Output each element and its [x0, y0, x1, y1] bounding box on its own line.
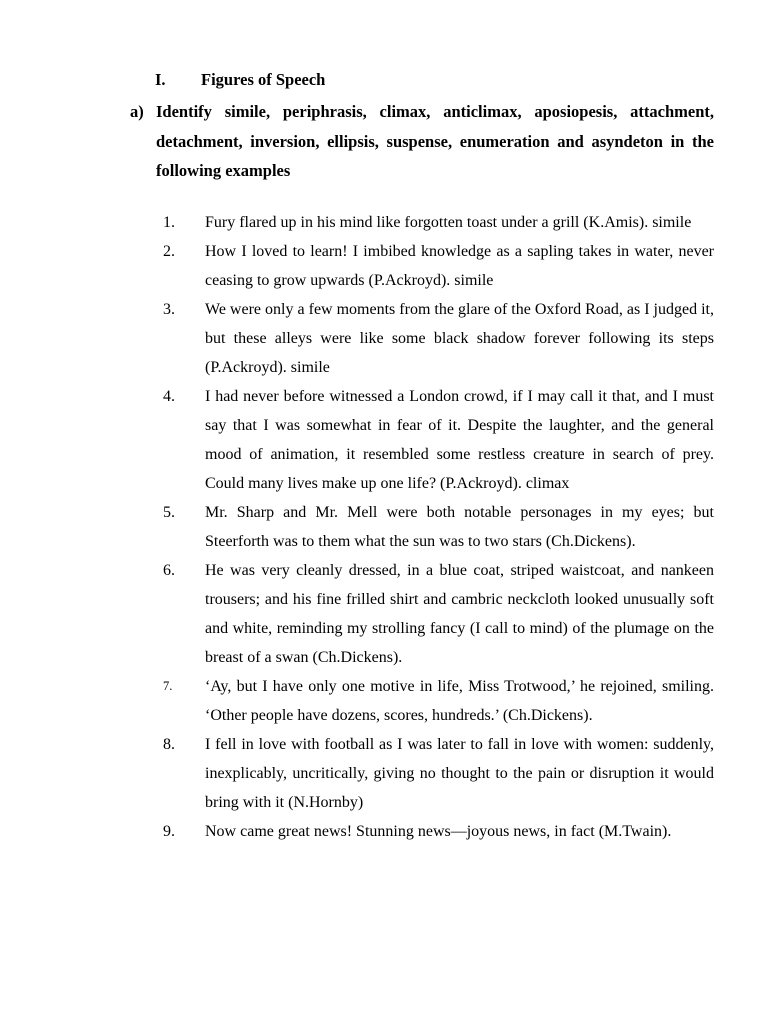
item-text: Mr. Sharp and Mr. Mell were both notable personages in my eyes; but Steerforth was to them what the sun was to two stars (Ch.Dickens). — [205, 504, 714, 550]
section-title: Figures of Speech — [201, 70, 326, 89]
list-item — [160, 556, 714, 672]
item-number: 5. — [163, 504, 175, 521]
list-item — [160, 237, 714, 295]
list-item — [160, 382, 714, 498]
task-text: Identify simile, periphrasis, climax, anticlimax, aposiopesis, attachment, detachment, inversion, ellipsis, suspense, enumeration and asyndeton in the following examples — [156, 102, 714, 180]
list-item — [160, 672, 714, 730]
list-item — [160, 817, 714, 846]
examples-list — [160, 208, 714, 846]
task-instruction — [130, 97, 714, 186]
item-number: 8. — [163, 736, 175, 753]
item-text: ‘Ay, but I have only one motive in life, Miss Trotwood,’ he rejoined, smiling. ‘Other people have dozens, scores, hundreds.’ (Ch.Dickens). — [205, 678, 714, 724]
list-item — [160, 295, 714, 382]
item-number: 7. — [163, 679, 173, 693]
item-number: 2. — [163, 243, 175, 260]
item-text: How I loved to learn! I imbibed knowledge as a sapling takes in water, never ceasing to grow upwards (P.Ackroyd). simile — [205, 243, 714, 289]
list-item — [160, 730, 714, 817]
item-number: 1. — [163, 214, 175, 231]
item-text: I had never before witnessed a London crowd, if I may call it that, and I must say that I was somewhat in fear of it. Despite the laughter, and the general mood of animation, it resembled some restless creature in search of prey. Could many lives make up one life? (P.Ackroyd). climax — [205, 388, 714, 492]
item-text: He was very cleanly dressed, in a blue coat, striped waistcoat, and nankeen trousers; and his fine frilled shirt and cambric neckcloth looked unusually soft and white, reminding my strolling fancy (I call to mind) of the plumage on the breast of a swan (Ch.Dickens). — [205, 562, 714, 666]
item-text: We were only a few moments from the glare of the Oxford Road, as I judged it, but these alleys were like some black shadow forever following its steps (P.Ackroyd). simile — [205, 301, 714, 376]
item-number: 4. — [163, 388, 175, 405]
list-item — [160, 208, 714, 237]
section-number: I. — [155, 70, 166, 89]
item-text: I fell in love with football as I was later to fall in love with women: suddenly, inexplicably, uncritically, giving no thought to the pain or disruption it would bring with it (N.Hornby) — [205, 736, 714, 811]
section-heading — [155, 68, 325, 92]
item-number: 3. — [163, 301, 175, 318]
list-item — [160, 498, 714, 556]
item-number: 9. — [163, 823, 175, 840]
item-number: 6. — [163, 562, 175, 579]
item-text: Fury flared up in his mind like forgotten toast under a grill (K.Amis). simile — [205, 214, 692, 231]
task-letter: a) — [130, 102, 144, 121]
item-text: Now came great news! Stunning news—joyous news, in fact (M.Twain). — [205, 823, 672, 840]
